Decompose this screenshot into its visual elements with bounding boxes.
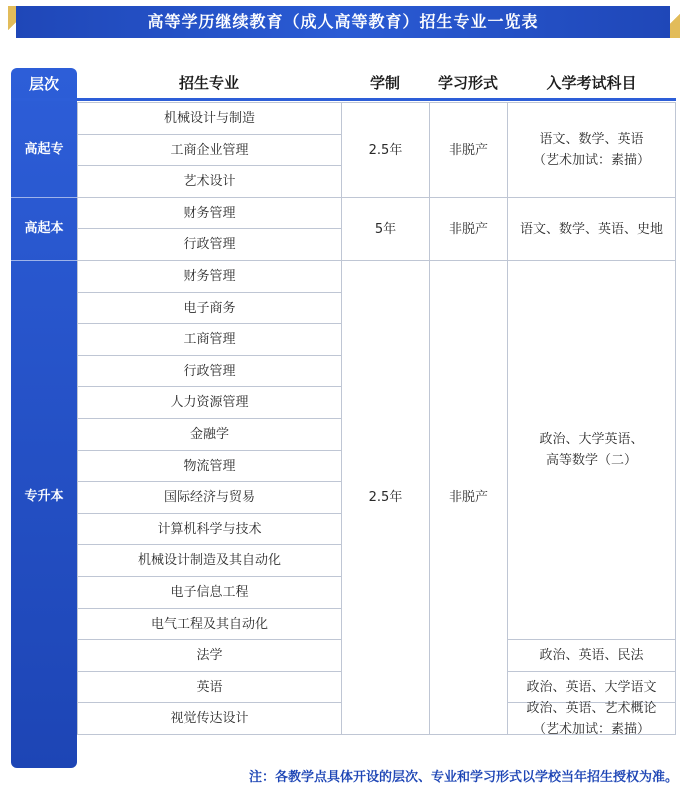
major-cell: 行政管理	[77, 355, 342, 387]
header-major: 招生专业	[178, 74, 239, 92]
level-label: 专升本	[24, 489, 64, 504]
mode-cell: 非脱产	[429, 260, 508, 735]
level-separator	[11, 260, 77, 261]
major-cell: 物流管理	[77, 450, 342, 482]
duration-cell: 5年	[341, 197, 430, 261]
major-cell: 电气工程及其自动化	[77, 608, 342, 640]
major-cell: 视觉传达设计	[77, 702, 342, 735]
exam-cell: 政治、英语、大学语文	[507, 671, 676, 703]
major-cell: 行政管理	[77, 228, 342, 261]
level-separator	[11, 197, 77, 198]
level-label: 高起本	[24, 220, 64, 236]
footnote: 注：各教学点具体开设的层次、专业和学习形式以学校当年招生授权为准。	[248, 770, 678, 785]
major-cell: 工商管理	[77, 323, 342, 356]
major-cell: 工商企业管理	[77, 134, 342, 166]
exam-cell: 语文、数学、英语、史地	[507, 197, 676, 261]
major-cell: 人力资源管理	[77, 386, 342, 419]
major-cell: 英语	[77, 671, 342, 703]
duration-cell: 2.5年	[341, 102, 430, 198]
header-level: 层次	[28, 75, 59, 93]
major-cell: 财务管理	[77, 260, 342, 293]
major-cell: 电子商务	[77, 292, 342, 324]
header-duration: 学制	[369, 74, 400, 92]
header-mode: 学习形式	[437, 74, 498, 92]
exam-cell: 政治、大学英语、 高等数学（二）	[507, 260, 676, 640]
page-title: 高等学历继续教育（成人高等教育）招生专业一览表	[16, 6, 670, 38]
major-cell: 国际经济与贸易	[77, 481, 342, 514]
level-label: 高起专	[24, 141, 64, 157]
header-exam: 入学考试科目	[546, 74, 637, 92]
major-cell: 电子信息工程	[77, 576, 342, 609]
major-cell: 财务管理	[77, 197, 342, 229]
major-cell: 计算机科学与技术	[77, 513, 342, 545]
level-column-background	[11, 68, 77, 768]
major-cell: 机械设计制造及其自动化	[77, 544, 342, 577]
mode-cell: 非脱产	[429, 102, 508, 198]
mode-cell: 非脱产	[429, 197, 508, 261]
header-divider	[11, 98, 676, 101]
exam-cell: 政治、英语、民法	[507, 639, 676, 672]
exam-cell: 语文、数学、英语 （艺术加试：素描）	[507, 102, 676, 198]
exam-cell: 政治、英语、艺术概论 （艺术加试：素描）	[507, 702, 676, 735]
duration-cell: 2.5年	[341, 260, 430, 735]
major-cell: 机械设计与制造	[77, 102, 342, 135]
major-cell: 法学	[77, 639, 342, 672]
major-cell: 金融学	[77, 418, 342, 451]
major-cell: 艺术设计	[77, 165, 342, 198]
